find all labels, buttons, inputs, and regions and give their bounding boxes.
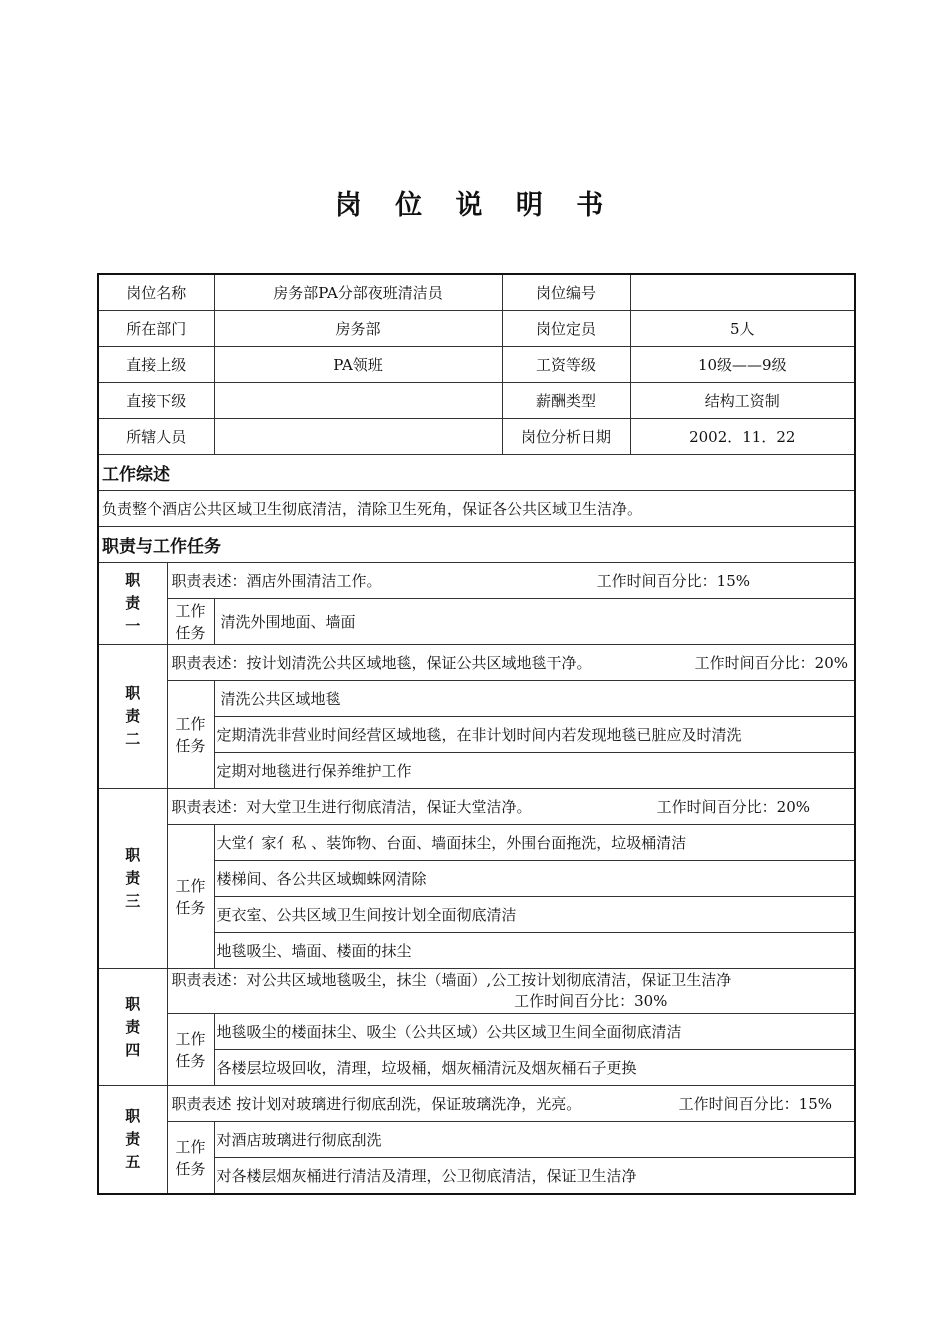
duty-label: 职责三 <box>98 789 167 969</box>
info-value <box>630 274 855 311</box>
info-value: 结构工资制 <box>630 383 855 419</box>
task-item: 对各楼层烟灰桶进行清洁及清理，公卫彻底清洁，保证卫生洁净 <box>214 1158 855 1195</box>
task-item: 清洗外围地面、墙面 <box>214 599 855 645</box>
info-value: 5人 <box>630 311 855 347</box>
info-label: 岗位定员 <box>502 311 630 347</box>
duty-desc: 职责表述：按计划清洗公共区域地毯，保证公共区域地毯干净。 工作时间百分比：20% <box>167 645 855 681</box>
task-item: 地毯吸尘的楼面抹尘、吸尘（公共区域）公共区域卫生间全面彻底清洁 <box>214 1014 855 1050</box>
duty-desc: 职责表述：对公共区域地毯吸尘，抹尘（墙面）,公工按计划彻底清洁，保证卫生洁净 工作时间百分比：30% <box>167 969 855 1014</box>
duty-row <box>98 789 855 825</box>
info-label: 直接上级 <box>98 347 214 383</box>
duty-label: 职责五 <box>98 1086 167 1195</box>
info-label: 岗位分析日期 <box>502 419 630 455</box>
task-label: 工作任务 <box>167 1122 214 1195</box>
task-item: 地毯吸尘、墙面、楼面的抹尘 <box>214 933 855 969</box>
duty-row <box>98 969 855 1014</box>
info-value: 10级——9级 <box>630 347 855 383</box>
task-label: 工作任务 <box>167 599 214 645</box>
task-label: 工作任务 <box>167 681 214 789</box>
info-label: 岗位名称 <box>98 274 214 311</box>
summary-heading: 工作综述 <box>98 455 855 491</box>
info-value: PA领班 <box>214 347 502 383</box>
info-row <box>98 311 855 347</box>
duty-desc: 职责表述 按计划对玻璃进行彻底刮洗，保证玻璃洗净，光亮。 工作时间百分比：15% <box>167 1086 855 1122</box>
task-item: 定期清洗非营业时间经营区域地毯，在非计划时间内若发现地毯已脏应及时清洗 <box>214 717 855 753</box>
info-label: 薪酬类型 <box>502 383 630 419</box>
duties-heading: 职责与工作任务 <box>98 527 855 563</box>
task-label: 工作任务 <box>167 825 214 969</box>
task-item: 大堂亻家亻私 、装饰物、台面、墙面抹尘，外围台面拖洗，垃圾桶清洁 <box>214 825 855 861</box>
duty-pct: 工作时间百分比：30% <box>514 992 668 1010</box>
task-label: 工作任务 <box>167 1014 214 1086</box>
duty-row <box>98 563 855 599</box>
task-item: 更衣室、公共区域卫生间按计划全面彻底清洁 <box>214 897 855 933</box>
info-label: 岗位编号 <box>502 274 630 311</box>
task-item: 各楼层垃圾回收，清理，垃圾桶，烟灰桶清沅及烟灰桶石子更换 <box>214 1050 855 1086</box>
task-item: 定期对地毯进行保养维护工作 <box>214 753 855 789</box>
info-label: 所在部门 <box>98 311 214 347</box>
info-label: 直接下级 <box>98 383 214 419</box>
page-title: 岗 位 说 明 书 <box>334 190 616 221</box>
info-row <box>98 419 855 455</box>
info-value: 房务部 <box>214 311 502 347</box>
info-label: 所辖人员 <box>98 419 214 455</box>
task-item: 楼梯间、各公共区域蜘蛛网清除 <box>214 861 855 897</box>
duty-pct: 工作时间百分比：15% <box>678 1095 833 1113</box>
duty-row <box>98 1086 855 1122</box>
duty-label: 职责一 <box>98 563 167 645</box>
duty-label: 职责四 <box>98 969 167 1086</box>
duty-pct: 工作时间百分比：20% <box>656 798 811 816</box>
task-item: 对酒店玻璃进行彻底刮洗 <box>214 1122 855 1158</box>
info-value: 房务部PA分部夜班清洁员 <box>214 274 502 311</box>
info-row <box>98 383 855 419</box>
info-row <box>98 347 855 383</box>
duty-row <box>98 645 855 681</box>
duty-label: 职责二 <box>98 645 167 789</box>
duty-desc: 职责表述：对大堂卫生进行彻底清洁，保证大堂洁净。 工作时间百分比：20% <box>167 789 855 825</box>
task-item: 清洗公共区域地毯 <box>214 681 855 717</box>
info-row <box>98 274 855 311</box>
duty-pct: 工作时间百分比：20% <box>694 654 849 672</box>
duty-desc: 职责表述：酒店外围清洁工作。 工作时间百分比：15% <box>167 563 855 599</box>
job-description-table <box>97 273 856 1195</box>
info-value: 2002．11．22 <box>630 419 855 455</box>
info-value <box>214 419 502 455</box>
summary-text: 负责整个酒店公共区域卫生彻底清洁，清除卫生死角，保证各公共区域卫生洁净。 <box>98 491 855 527</box>
info-label: 工资等级 <box>502 347 630 383</box>
info-value <box>214 383 502 419</box>
duty-pct: 工作时间百分比：15% <box>596 572 751 590</box>
